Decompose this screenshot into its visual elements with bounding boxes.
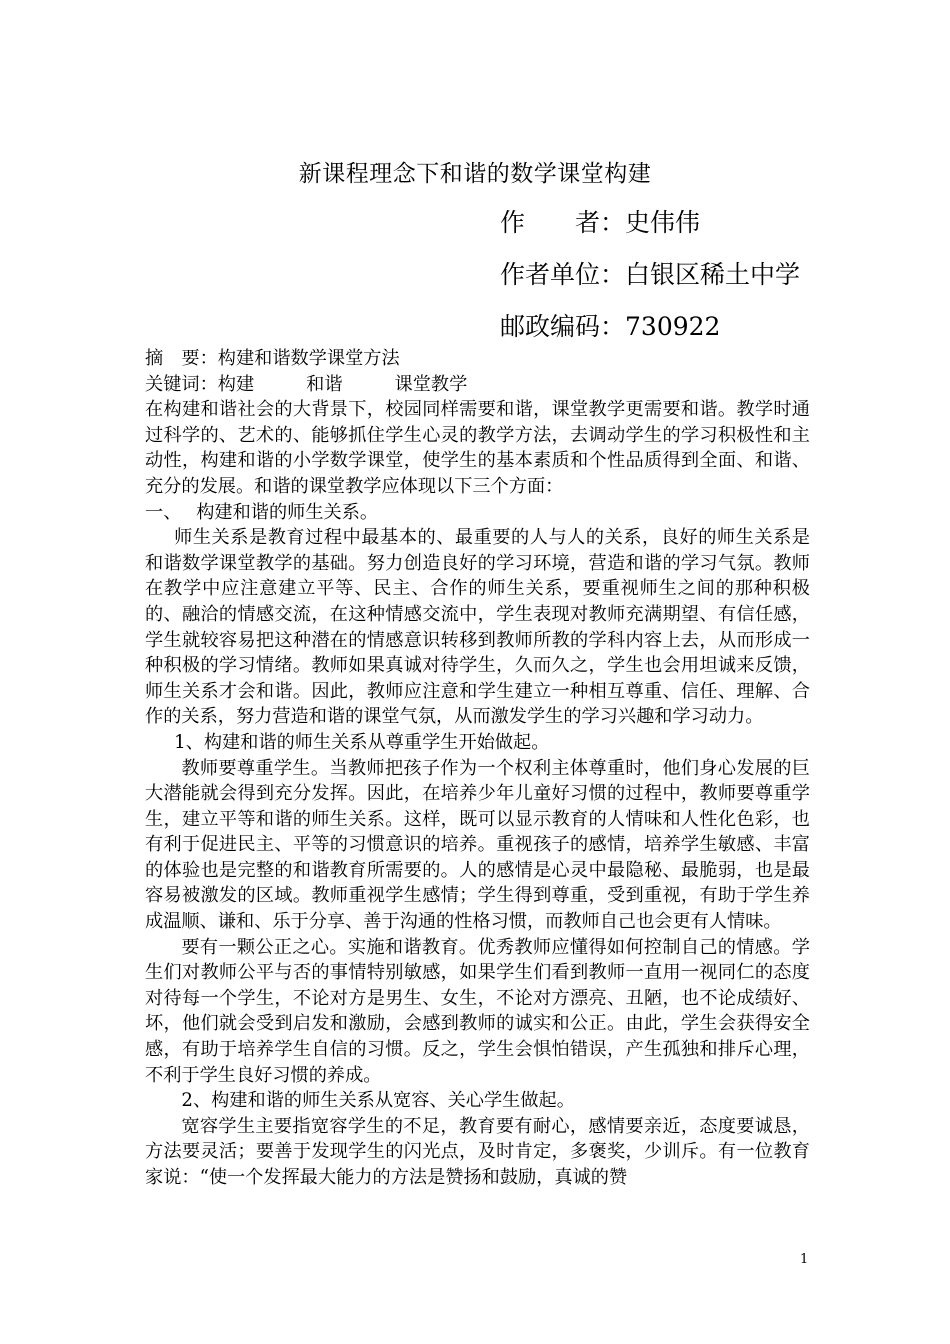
postal-code: 730922 — [625, 312, 721, 341]
author-line — [500, 206, 700, 240]
keyword-item: 和谐 — [306, 373, 343, 395]
unit-name: 白银区稀土中学 — [625, 260, 801, 289]
author-name: 史伟伟 — [625, 208, 701, 237]
abstract-label: 摘 要： — [145, 348, 218, 369]
body-paragraph: 师生关系是教育过程中最基本的、最重要的人与人的关系，良好的师生关系是和谐数学课堂教学的基础。努力创造良好的学习环境，营造和谐的学习气氛。教师在教学中应注意建立平等、民主、合作的师生关系，要重视师生之间的那种积极的、融洽的情感交流，在这种情感交流中，学生表现对教师充满期望、有信任感，学生就较容易把这种潜在的情感意识转移到教师所教的学科内容上去，从而形成一种积极的学习情绪。教师如果真诚对待学生，久而久之，学生也会用坦诚来反馈，师生关系才会和谐。因此，教师应注意和学生建立一种相互尊重、信任、理解、合作的关系，努力营造和谐的课堂气氛，从而激发学生的学习兴趣和学习动力。 — [145, 527, 810, 728]
subsection-heading: 1、构建和谐的师生关系从尊重学生开始做起。 — [174, 731, 550, 753]
section-heading: 一、 构建和谐的师生关系。 — [145, 501, 379, 523]
postal-line — [500, 310, 720, 344]
keywords-line — [145, 372, 810, 398]
unit-line — [500, 258, 800, 292]
keywords-label: 关键词： — [145, 373, 218, 395]
subsection-heading: 2、构建和谐的师生关系从宽容、关心学生做起。 — [181, 1090, 575, 1112]
intro-paragraph: 在构建和谐社会的大背景下，校园同样需要和谐，课堂教学更需要和谐。教学时通过科学的、艺术的、能够抓住学生心灵的教学方法，去调动学生的学习积极性和主动性，构建和谐的小学数学课堂，使学生的基本素质和个性品质得到全面、和谐、充分的发展。和谐的课堂教学应体现以下三个方面： — [145, 399, 810, 497]
document-title: 新课程理念下和谐的数学课堂构建 — [298, 161, 652, 187]
body-paragraph: 要有一颗公正之心。实施和谐教育。优秀教师应懂得如何控制自己的情感。学生们对教师公平与否的事情特别敏感，如果学生们看到教师一直用一视同仁的态度对待每一个学生，不论对方是男生、女生，不论对方漂亮、丑陋，也不论成绩好、坏，他们就会受到启发和激励，会感到教师的诚实和公正。由此，学生会获得安全感，有助于培养学生自信的习惯。反之，学生会惧怕错误，产生孤独和排斥心理，不利于学生良好习惯的养成。 — [145, 936, 810, 1086]
document-body — [145, 346, 810, 1191]
abstract-line — [145, 346, 810, 372]
body-paragraph: 宽容学生主要指宽容学生的不足，教育要有耐心，感情要亲近，态度要诚恳，方法要灵活；要善于发现学生的闪光点，及时肯定，多褒奖，少训斥。有一位教育家说：“使一个发挥最大能力的方法是赞扬和鼓励，真诚的赞 — [145, 1115, 810, 1188]
postal-label: 邮政编码： — [500, 312, 626, 341]
abstract-text: 构建和谐数学课堂方法 — [217, 348, 400, 369]
body-paragraph: 教师要尊重学生。当教师把孩子作为一个权利主体尊重时，他们身心发展的巨大潜能就会得到充分发挥。因此，在培养少年儿童好习惯的过程中，教师要尊重学生，建立平等和谐的师生关系。这样，既可以显示教育的人情味和人性化色彩，也有利于促进民主、平等的习惯意识的培养。重视孩子的感情，培养学生敏感、丰富的体验也是完整的和谐教育所需要的。人的感情是心灵中最隐秘、最脆弱，也是最容易被激发的区域。教师重视学生感情；学生得到尊重，受到重视，有助于学生养成温顺、谦和、乐于分享、善于沟通的性格习惯，而教师自己也会更有人情味。 — [145, 757, 810, 933]
keyword-item: 课堂教学 — [394, 373, 468, 395]
author-label: 作 者： — [500, 208, 626, 237]
document-page: 新课程理念下和谐的数学课堂构建 作 者：史伟伟 作者单位：白银区稀土中学 邮政编码：730922 摘 要：构建和谐数学课堂方法 关键词：构建 和谐 课堂教学 在构建和谐社会的大背景下，校园同样需要和谐，课堂教学更需要和谐。教学时通过科学的、艺术的、能够抓住学生心灵的教学方法，去调动学生的学习积极性和主动性，构建和谐的小学数学课堂，使学生的基本素质和个性品质得到全面、和谐、充分的发展。和谐的课堂教学应体现以下三个方面： 一、 构建和谐的师生关系。 师生关系是教育过程中最基本的、最重要的人与人的关系，良好的师生关系是和谐数学课堂教学的基础。努力创造良好的学习环境，营造和谐的学习气氛。教师在教学中应注意建立平等、民主、合作的师生关系，要重视师生之间的那种积极的、融洽的情感交流，在这种情感交流中，学生表现对教师充满期望、有信任感，学生就较容易把这种潜在的情感意识转移到教师所教的学科内容上去，从而形成一种积极的学习情绪。教师如果真诚对待学生，久而久之，学生也会用坦诚来反馈，师生关系才会和谐。因此，教师应注意和学生建立一种相互尊重、信任、理解、合作的关系，努力营造和谐的课堂气氛，从而激发学生的学习兴趣和学习动力。 1、构建和谐的师生关系从尊重学生开始做起。 教师要尊重学生。当教师把孩子作为一个权利主体尊重时，他们身心发展的巨大潜能就会得到充分发挥。因此，在培养少年儿童好习惯的过程中，教师要尊重学生，建立平等和谐的师生关系。这样，既可以显示教育的人情味和人性化色彩，也有利于促进民主、平等的习惯意识的培养。重视孩子的感情，培养学生敏感、丰富的体验也是完整的和谐教育所需要的。人的感情是心灵中最隐秘、最脆弱，也是最容易被激发的区域。教师重视学生感情；学生得到尊重，受到重视，有助于学生养成温顺、谦和、乐于分享、善于沟通的性格习惯，而教师自己也会更有人情味。 要有一颗公正之心。实施和谐教育。优秀教师应懂得如何控制自己的情感。学生们对教师公平与否的事情特别敏感，如果学生们看到教师一直用一视同仁的态度对待每一个学生，不论对方是男生、女生，不论对方漂亮、丑陋，也不论成绩好、坏，他们就会受到启发和激励，会感到教师的诚实和公正。由此，学生会获得安全感，有助于培养学生自信的习惯。反之，学生会惧怕错误，产生孤独和排斥心理，不利于学生良好习惯的养成。 2、构建和谐的师生关系从宽容、关心学生做起。 宽容学生主要指宽容学生的不足，教育要有耐心，感情要亲近，态度要诚恳，方法要灵活；要善于发现学生的闪光点，及时肯定，多褒奖，少训斥。有一位教育家说：“使一个发挥最大能力的方法是赞扬和鼓励，真诚的赞 1 — [0, 0, 950, 1344]
keyword-item: 构建 — [217, 373, 255, 395]
unit-label: 作者单位： — [500, 260, 626, 289]
